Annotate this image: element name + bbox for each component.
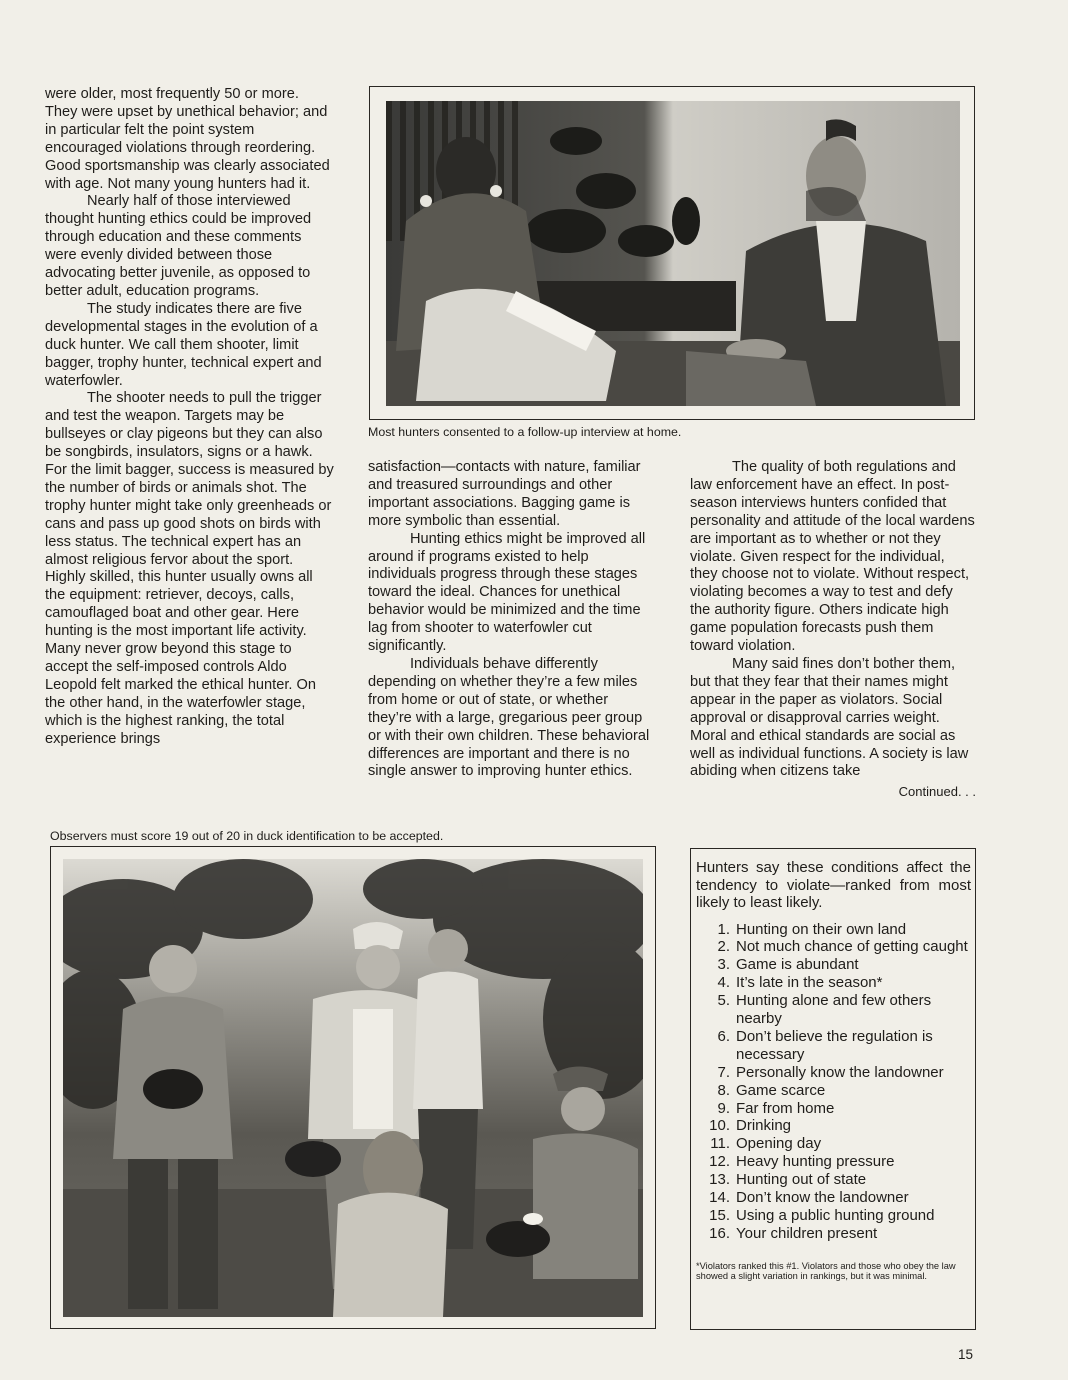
rank-number: 8. [717,1081,730,1099]
rank-number: 2. [717,938,730,956]
rank-number: 10. [709,1117,730,1135]
paragraph: The quality of both regulations and law enforcement have an effect. In post-season interviews hunters confided that personality and attitude of the local wardens are important as to whether or not they violate. Given respect for the individual, they choose not to violate. Without respect, violating becomes a way to test and defy the authority figure. Others indicate high game population forecasts push them toward violation. [690,459,975,655]
condition-text: Hunting out of state [736,1171,867,1189]
list-item [696,1207,971,1225]
paragraph: were older, most frequently 50 or more. They were upset by unethical behavior; and in particular felt the point system encouraged violations through reordering. Good sportsmanship was clearly associated with age. Not many young hunters had it. [45,86,330,192]
list-item [696,1082,971,1100]
condition-text: Using a public hunting ground [736,1207,935,1224]
rank-number: 5. [717,992,730,1010]
paragraph: satisfaction—contacts with nature, familiar and treasured surroundings and other important associations. Bagging game is more symbolic than essential. [368,459,641,529]
condition-text: Drinking [736,1117,792,1135]
photo-interview-frame [369,86,975,420]
condition-text: Game is abundant [736,956,859,974]
rank-number: 12. [709,1153,730,1171]
condition-text: Personally know the landowner [736,1063,944,1081]
condition-text: Don’t believe the regulation is necessary [736,1027,933,1063]
condition-text: Opening day [736,1135,822,1153]
condition-text: Your children present [736,1224,878,1242]
ranked-conditions-list [696,921,971,1243]
list-item [696,1064,971,1082]
list-item [696,1225,971,1243]
photo-caption: Observers must score 19 out of 20 in duck identification to be accepted. [50,829,444,843]
list-item [696,974,971,992]
paragraph: Nearly half of those interviewed thought hunting ethics could be improved through education and these comments were evenly divided between those advocating better juvenile, as opposed to better adult, education programs. [45,193,312,299]
rank-number: 1. [717,920,730,938]
rank-number: 13. [709,1171,730,1189]
photo-duck-identification [63,859,643,1317]
rank-number: 14. [709,1189,730,1207]
article-column-1 [45,86,335,749]
article-column-3 [690,459,976,801]
list-item [696,1189,971,1207]
condition-text: Not much chance of getting caught [736,938,968,956]
article-column-2 [368,459,653,781]
condition-text: Don’t know the landowner [736,1189,909,1207]
list-item [696,956,971,974]
continued-label: Continued. . . [898,784,976,800]
photo-duck-identification-frame [50,846,656,1329]
page-number: 15 [958,1347,974,1362]
rank-number: 15. [709,1207,730,1224]
sidebar-title: Hunters say these conditions affect the tendency to violate—ranked from most likely to least likely. [696,859,971,911]
list-item [696,1135,971,1153]
photo-caption: Most hunters consented to a follow-up interview at home. [368,425,682,439]
list-item [696,1171,971,1189]
rank-number: 7. [717,1063,730,1081]
condition-text: Hunting alone and few others nearby [736,992,932,1028]
rank-number: 6. [717,1027,730,1045]
rank-number: 11. [710,1135,730,1153]
paragraph: The shooter needs to pull the trigger and test the weapon. Targets may be bullseyes or clay pigeons but they can also be songbirds, insulators, signs or a hawk. For the limit bagger, success is measured by the number of birds or animals shot. The trophy hunter might take only greenheads or cans and pass up good shots on birds with less status. The technical expert has an almost religious fervor about the sport. Highly skilled, this hunter usually owns all the equipment: retriever, decoys, calls, camouflaged boat and other gear. Here hunting is the most important life activity. Many never grow beyond this stage to accept the self-imposed controls Aldo Leopold felt marked the ethical hunter. On the other hand, in the waterfowler stage, which is the highest ranking, the total experience brings [45,390,334,747]
paragraph: Individuals behave differently depending on whether they’re a few miles from home or out of state, or whether they’re with a large, gregarious peer group or with their own children. These behavioral differences are important and there is no single answer to improving hunter ethics. [368,655,650,780]
list-item [696,1100,971,1118]
list-item [696,992,971,1028]
list-item [696,1117,971,1135]
violation-factors-sidebar [690,848,976,1330]
condition-text: Far from home [736,1099,835,1117]
rank-number: 3. [717,956,730,974]
rank-number: 16. [709,1224,730,1242]
list-item [696,938,971,956]
sidebar-footnote: *Violators ranked this #1. Violators and those who obey the law showed a slight variation in rankings, but it was minimal. [696,1260,956,1282]
condition-text: Hunting on their own land [736,920,907,938]
list-item [696,1153,971,1171]
condition-text: Heavy hunting pressure [736,1153,895,1171]
paragraph: Hunting ethics might be improved all around if programs existed to help individuals progress through these stages toward the ideal. Chances for unethical behavior would be minimized and the time lag from shooter to waterfowler cut significantly. [368,530,646,655]
paragraph: Many said fines don’t bother them, but that they fear that their names might appear in the paper as violators. Social approval or disapproval carries weight. Moral and ethical standards are social as well as individual functions. A society is law abiding when citizens take [690,655,969,780]
rank-number: 4. [717,974,730,992]
rank-number: 9. [717,1099,730,1117]
list-item [696,921,971,939]
photo-interview [386,101,960,406]
condition-text: Game scarce [736,1081,826,1099]
list-item [696,1028,971,1064]
paragraph: The study indicates there are five developmental stages in the evolution of a duck hunter. We call them shooter, limit bagger, trophy hunter, technical expert and waterfowler. [45,300,322,389]
condition-text: It’s late in the season* [736,974,883,992]
